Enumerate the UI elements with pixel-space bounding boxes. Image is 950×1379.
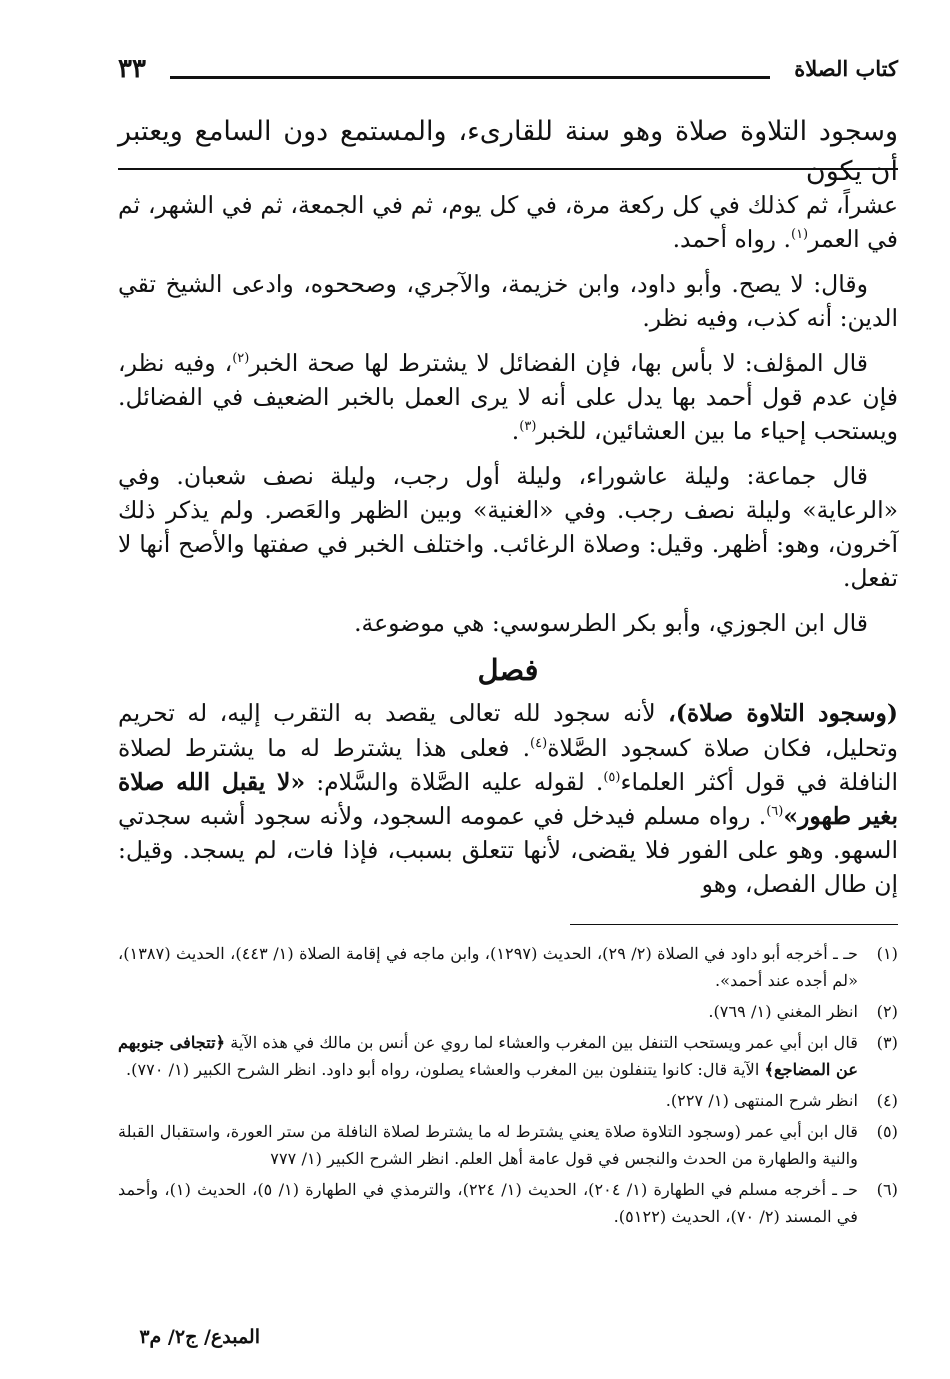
section-heading: فصل xyxy=(477,653,539,688)
paragraph-text: . xyxy=(511,417,520,445)
matn-quote: (وسجود التلاوة صلاة)، xyxy=(668,699,898,728)
footnote xyxy=(118,1029,898,1083)
footnote-number: (١) xyxy=(876,944,898,963)
footnote-ref[interactable]: (٤) xyxy=(530,735,548,751)
footnote-text-part: الآية قال: كانوا يتنفلون بين المغرب والعشاء يصلون، رواه أبو داود. انظر الشرح الكبير (١/ ٧٧٠). xyxy=(125,1060,765,1079)
footnote-text xyxy=(118,1029,858,1083)
paragraph-text: . رواه مسلم فيدخل في عمومه السجود، ولأنه سجود أشبه سجدتي السهو. وهو على الفور فلا يقضى، لأنها تتعلق بسبب، فإذا فات، لم يسجد. وقيل: إن طال الفصل، وهو xyxy=(118,802,898,899)
paragraph xyxy=(118,346,898,449)
commentary-body xyxy=(118,188,898,912)
footnote-number: (٥) xyxy=(876,1122,898,1141)
footnote-number: (٤) xyxy=(876,1091,898,1110)
footnote-number: (٢) xyxy=(876,1002,898,1021)
paragraph-text: لأنه سجود لله تعالى يقصد به التقرب إليه، له تحريم وتحليل، فكان صلاة كسجود الصَّلاة xyxy=(118,699,898,762)
paragraph xyxy=(118,188,898,256)
signature-mark: المبدع/ ج٢/ م٣ xyxy=(139,1326,260,1348)
footnote-text: انظر شرح المنتهى (١/ ٢٢٧). xyxy=(665,1091,858,1110)
footnote-ref[interactable]: (٦) xyxy=(766,804,784,820)
footnote-text: حـ ـ أخرجه مسلم في الطهارة (١/ ٢٠٤)، الحديث (١/ ٢٢٤)، والترمذي في الطهارة (١/ ٥)، الحديث (١)، وأحمد في المسند (٢/ ٧٠)، الحديث (٥١٢٢). xyxy=(118,1180,858,1226)
footnote-text: قال ابن أبي عمر (وسجود التلاوة صلاة يعني يشترط له ما يشترط لصلاة النافلة من ستر العورة، واستقبال القبلة والنية والطهارة من الحدث والنجس في قول عامة أهل العلم. انظر الشرح الكبير (١/ ٧٧٧ xyxy=(118,1122,858,1168)
footnote-text: حـ ـ أخرجه أبو داود في الصلاة (٢/ ٢٩)، الحديث (١٢٩٧)، وابن ماجه في إقامة الصلاة (١/ ٤٤٣)، الحديث (١٣٨٧)، «لم أجده عند أحمد». xyxy=(118,944,858,990)
footnote-ref[interactable]: (١) xyxy=(790,227,809,243)
hadith-quote: «لا يقبل الله صلاة بغير طهور» xyxy=(118,767,898,830)
running-header xyxy=(118,56,898,90)
footnotes xyxy=(118,940,898,1234)
footnote xyxy=(118,998,898,1025)
paragraph xyxy=(118,696,898,901)
quran-quote: ﴿تتجافى جنوبهم عن المضاجع﴾ xyxy=(118,1033,858,1079)
footnote-text-part: قال ابن أبي عمر ويستحب التنفل بين المغرب والعشاء لما روي عن أنس بن مالك في هذه الآية xyxy=(225,1033,858,1052)
footnote-ref[interactable]: (٥) xyxy=(603,769,621,785)
footnote-ref[interactable]: (٣) xyxy=(519,419,537,435)
book-title: كتاب الصلاة xyxy=(794,56,898,81)
header-rule xyxy=(170,76,770,79)
paragraph: قال ابن الجوزي، وأبو بكر الطرسوسي: هي موضوعة. xyxy=(354,608,868,637)
footnote-number: (٦) xyxy=(876,1180,898,1199)
paragraph-text: عشراً، ثم كذلك في كل ركعة مرة، في كل يوم، ثم في الجمعة، ثم في الشهر، ثم في العمر xyxy=(118,191,898,254)
footnote-number: (٣) xyxy=(876,1033,898,1052)
matn-divider xyxy=(118,168,898,170)
paragraph: وقال: لا يصح. وأبو داود، وابن خزيمة، والآجري، وصححوه، وادعى الشيخ تقي الدين: أنه كذب، وفيه نظر. xyxy=(118,269,898,332)
footnote-divider xyxy=(570,924,898,925)
paragraph-text: . فعلى هذا يشترط له ما يشترط لصلاة النافلة في قول أكثر العلماء xyxy=(118,733,898,796)
paragraph-text: . رواه أحمد. xyxy=(672,225,791,254)
footnote xyxy=(118,940,898,994)
paragraph-text: قال المؤلف: لا بأس بها، فإن الفضائل لا يشترط لها صحة الخبر xyxy=(249,348,868,377)
footnote xyxy=(118,1118,898,1172)
footnote-ref[interactable]: (٢) xyxy=(232,350,250,366)
footnote-text: انظر المغني (١/ ٧٦٩). xyxy=(708,1002,858,1021)
matn-line: وسجود التلاوة صلاة وهو سنة للقارىء، والمستمع دون السامع ويعتبر أن يكون xyxy=(118,116,898,187)
paragraph-text: . لقوله عليه الصَّلاة والسَّلام: xyxy=(305,767,604,796)
paragraph-text: ، وفيه نظر، فإن عدم قول أحمد بها يدل على أنه لا يرى العمل بالخبر الضعيف في الفضائل. ويستحب إحياء ما بين العشائين، للخبر xyxy=(118,348,898,445)
footnote xyxy=(118,1176,898,1230)
footnote xyxy=(118,1087,898,1114)
paragraph: قال جماعة: وليلة عاشوراء، وليلة أول رجب، وليلة نصف شعبان. وفي «الرعاية» وليلة نصف رجب. وفي «الغنية» وبين الظهر والعَصر. ولم يذكر ذلك آخرون، وهو: أظهر. وقيل: وصلاة الرغائب. واختلف الخبر في صفتها والأصح أنها لا تفعل. xyxy=(118,461,898,593)
page-number: ٣٣ xyxy=(118,54,146,84)
